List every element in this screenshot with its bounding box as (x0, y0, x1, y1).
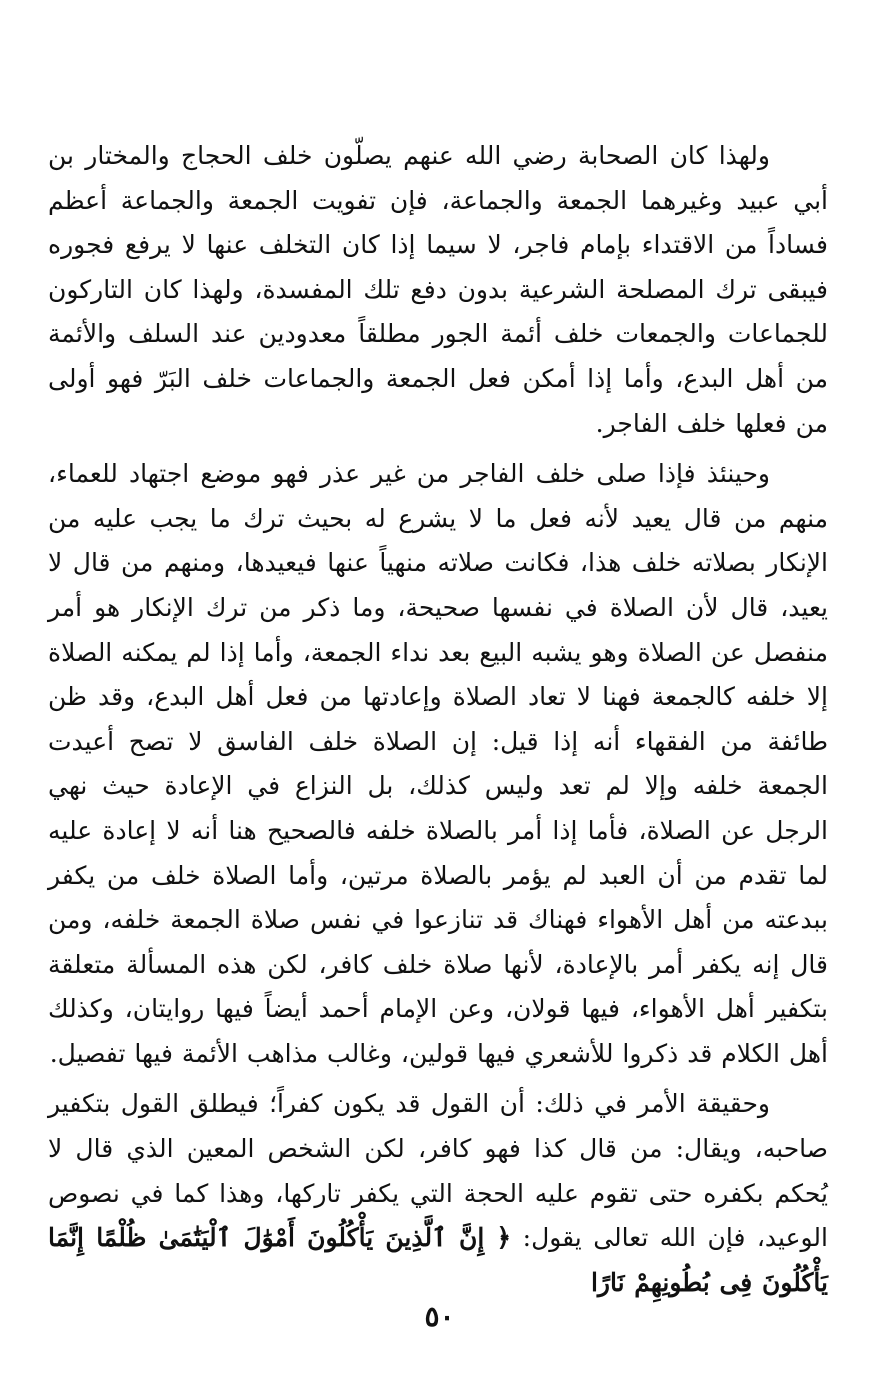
paragraph-3-text: وحقيقة الأمر في ذلك: أن القول قد يكون كفراً؛ فيطلق القول بتكفير صاحبه، ويقال: من قال كذا فهو كافر، لكن الشخص المعين الذي قال لا يُحكم بكفره حتى تقوم عليه الحجة التي يكفر تاركها، وهذا كما في نصوص الوعيد، فإن الله تعالى يقول: (48, 1089, 828, 1253)
paragraph-1 (48, 134, 828, 446)
paragraph-2 (48, 452, 828, 1076)
quran-verse: ﴿ إِنَّ ٱلَّذِينَ يَأْكُلُونَ أَمْوَٰلَ ٱلْيَتَٰمَىٰ ظُلْمًا إِنَّمَا يَأْكُلُونَ فِى بُطُونِهِمْ نَارًا (48, 1223, 828, 1297)
paragraph-3 (48, 1082, 828, 1305)
page-number: ٥٠ (424, 1300, 455, 1333)
body-text (48, 134, 828, 1305)
paragraph-1-text: ولهذا كان الصحابة رضي الله عنهم يصلّون خلف الحجاج والمختار بن أبي عبيد وغيرهما الجمعة والجماعة، فإن تفويت الجمعة والجماعة أعظم فساداً من الاقتداء بإمام فاجر، لا سيما إذا كان التخلف عنها لا يرفع فجوره فيبقى ترك المصلحة الشرعية بدون دفع تلك المفسدة، ولهذا كان التاركون للجماعات والجمعات خلف أئمة الجور مطلقاً معدودين عند السلف والأئمة من أهل البدع، وأما إذا أمكن فعل الجمعة والجماعات خلف البَرّ فهو أولى من فعلها خلف الفاجر. (48, 141, 828, 438)
paragraph-2-text: وحينئذ فإذا صلى خلف الفاجر من غير عذر فهو موضع اجتهاد للعماء، منهم من قال يعيد لأنه فعل ما لا يشرع له بحيث ترك ما يجب عليه من الإنكار بصلاته خلف هذا، فكانت صلاته منهياً عنها فيعيدها، ومنهم من قال لا يعيد، قال لأن الصلاة في نفسها صحيحة، وما ذكر من ترك الإنكار هو أمر منفصل عن الصلاة وهو يشبه البيع بعد نداء الجمعة، وأما إذا لم يمكنه الصلاة إلا خلفه كالجمعة فهنا لا تعاد الصلاة وإعادتها من فعل أهل البدع، وقد ظن طائفة من الفقهاء أنه إذا قيل: إن الصلاة خلف الفاسق لا تصح أعيدت الجمعة خلفه وإلا لم تعد وليس كذلك، بل النزاع في الإعادة حيث نهي الرجل عن الصلاة، فأما إذا أمر بالصلاة خلفه فالصحيح هنا أنه لا إعادة عليه لما تقدم من أن العبد لم يؤمر بالصلاة مرتين، وأما الصلاة خلف من يكفر ببدعته من أهل الأهواء فهناك قد تنازعوا في نفس صلاة الجمعة خلفه، ومن قال إنه يكفر أمر بالإعادة، لأنها صلاة خلف كافر، لكن هذه المسألة متعلقة بتكفير أهل الأهواء، فيها قولان، وعن الإمام أحمد أيضاً فيها روايتان، وكذلك أهل الكلام قد ذكروا للأشعري فيها قولين، وغالب مذاهب الأئمة فيها تفصيل. (48, 459, 828, 1068)
